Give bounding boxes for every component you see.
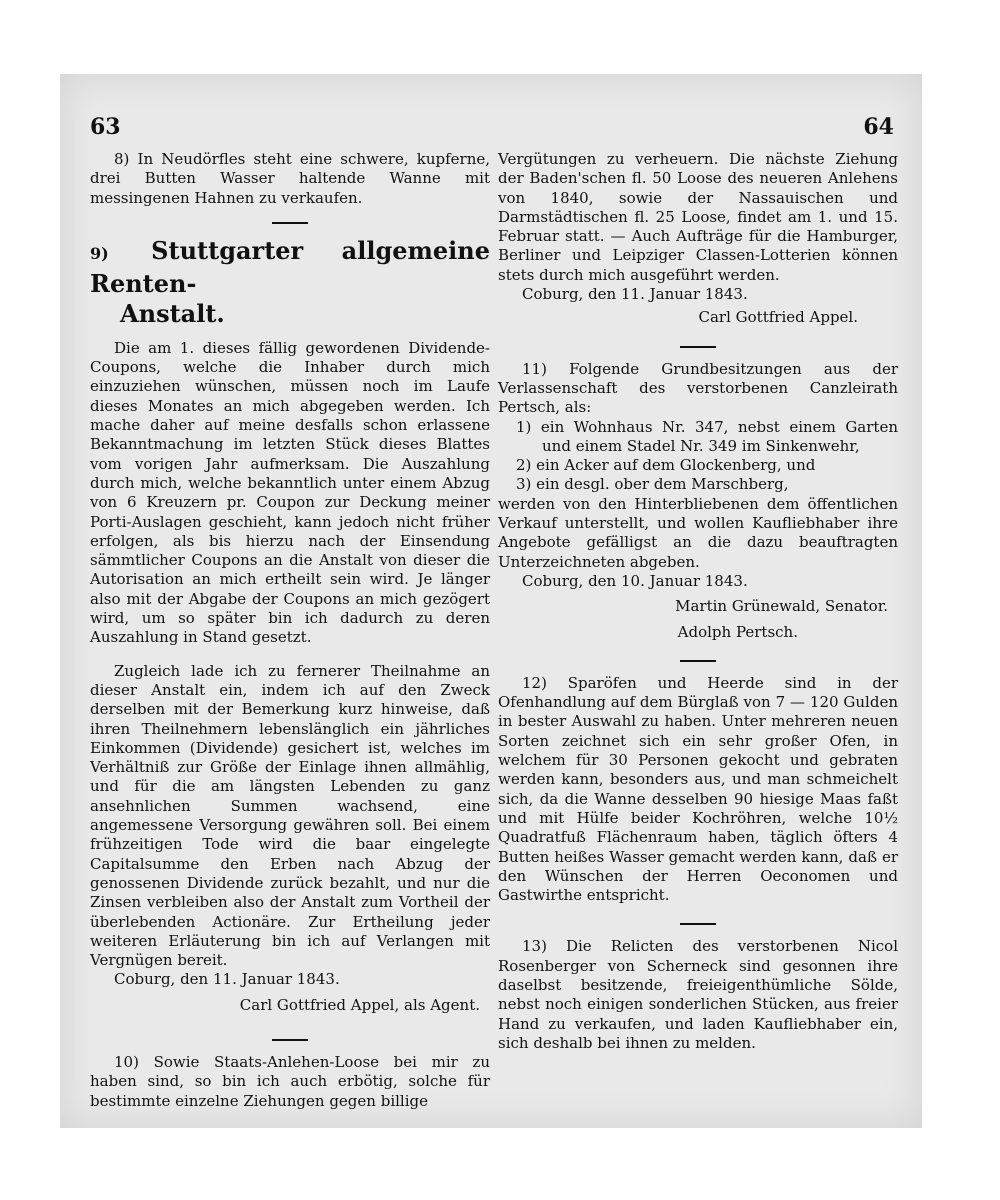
notice-9-signature: Carl Gottfried Appel, als Agent. <box>239 995 480 1014</box>
right-column <box>498 150 898 1053</box>
section-divider <box>680 923 716 925</box>
left-column <box>90 150 490 1111</box>
list-item: 2) ein Acker auf dem Glockenberg, und <box>516 456 816 475</box>
notice-10-continued: Vergütungen zu verheuern. Die nächste Ziehung der Baden'schen fl. 50 Loose des neueren Anlehens von 1840, sowie der Nassauischen und Darmstädtischen fl. 25 Loose, findet am 1. und 15. Februar statt. — Auch Aufträge für die Hamburger, Berliner und Leipziger Classen-Lotterien können stets durch mich ausgeführt werden. <box>498 150 898 284</box>
notice-10-place-date: Coburg, den 11. Januar 1843. <box>522 285 748 304</box>
notice-11-signature-2: Adolph Pertsch. <box>677 622 798 641</box>
notice-11-intro: 11) Folgende Grundbesitzungen aus der Verlassenschaft des verstorbenen Canzleirath Pertsch, als: <box>498 359 898 417</box>
notice-13: 13) Die Relicten des verstorbenen Nicol Rosenberger von Scherneck sind gesonnen ihre daselbst besitzende, freieigenthümliche Sölde, nebst noch einigen sonderlichen Stücken, aus freier Hand zu verkaufen, und laden Kaufliebhaber ein, sich deshalb bei ihnen zu melden. <box>498 937 898 1052</box>
notice-8: 8) In Neudörfles steht eine schwere, kupferne, drei Butten Wasser haltende Wanne mit messingenen Hahnen zu verkaufen. <box>90 150 490 207</box>
section-divider <box>272 1039 308 1041</box>
notice-11-place-date: Coburg, den 10. Januar 1843. <box>522 571 748 590</box>
list-item: 1) ein Wohnhaus Nr. 347, nebst einem Garten und einem Stadel Nr. 349 im Sinkenwehr, <box>516 417 898 455</box>
notice-12: 12) Sparöfen und Heerde sind in der Ofenhandlung auf dem Bürglaß von 7 — 120 Gulden in bester Auswahl zu haben. Unter mehreren neuen Sorten zeichnet sich ein sehr großer Ofen, in welchem für 30 Personen gekocht und gebraten werden kann, besonders aus, und man schmeichelt sich, da die Wanne desselben 90 hiesige Maas faßt und mit Hülfe beider Kochröhren, welche 10½ Quadratfuß Flächenraum haben, täglich öfters 4 Butten heißes Wasser gemacht werden kann, daß er den Wünschen der Herren Oeconomen und Gastwirthe entspricht. <box>498 673 898 905</box>
right-page-number: 64 <box>863 114 894 140</box>
notice-9-heading <box>90 236 490 329</box>
left-page-number: 63 <box>90 114 121 140</box>
notice-9-paragraph-1: Die am 1. dieses fällig gewordenen Dividende-Coupons, welche die Inhaber durch mich einzuziehen wünschen, müssen noch im Laufe dieses Monates an mich abgegeben werden. Ich mache daher auf meine desfalls schon erlassene Bekanntmachung im letzten Stück dieses Blattes vom vorigen Jahr aufmerksam. Die Auszahlung durch mich, welche bekanntlich unter einem Abzug von 6 Kreuzern pr. Coupon zur Deckung meiner Porti-Auslagen geschieht, kann jedoch nicht früher erfolgen, als bis hierzu nach der Einsendung sämmtlicher Coupons an die Anstalt von dieser die Autorisation an mich ertheilt sein wird. Je länger also mit der Abgabe der Coupons an mich gezögert wird, um so später bin ich dadurch zu deren Auszahlung in Stand gesetzt. <box>90 338 490 647</box>
scanned-page-spread <box>60 74 922 1128</box>
notice-9-title-line2: Anstalt. <box>120 298 225 328</box>
notice-9-place-date: Coburg, den 11. Januar 1843. <box>114 970 340 989</box>
notice-10-signature: Carl Gottfried Appel. <box>698 308 858 327</box>
notice-10: 10) Sowie Staats-Anlehen-Loose bei mir zu haben sind, so bin ich auch erbötig, solche für bestimmte einzelne Ziehungen gegen billige <box>90 1052 490 1110</box>
notice-11-signature-1: Martin Grünewald, Senator. <box>675 597 888 616</box>
notice-9-number: 9) <box>90 243 109 263</box>
notice-11-list <box>516 418 898 495</box>
notice-9-paragraph-2: Zugleich lade ich zu fernerer Theilnahme an dieser Anstalt ein, indem ich auf den Zweck derselben mit der Bemerkung kurz hinweise, daß ihren Theilnehmern lebenslänglich ein jährliches Einkommen (Dividende) gesichert ist, welches im Verhältniß zur Größe der Einlage ihnen allmählig, und für die am längsten Lebenden zu ganz ansehnlichen Summen wachsend, eine angemessene Versorgung gewähren soll. Bei einem frühzeitigen Tode wird die baar eingelegte Capitalsumme den Erben nach Abzug der genossenen Dividende zurück bezahlt, und nur die Zinsen verbleiben also der Anstalt zum Vortheil der überlebenden Actionäre. Zur Ertheilung jeder weiteren Erläuterung bin ich auf Verlangen mit Vergnügen bereit. <box>90 661 490 970</box>
section-divider <box>680 346 716 348</box>
notice-9-title-line1: Stuttgarter allgemeine Renten- <box>90 235 490 298</box>
notice-11-body: werden von den Hinterbliebenen dem öffentlichen Verkauf unterstellt, und wollen Kaufliebhaber ihre Angebote gefälligst an die dazu beauftragten Unterzeichneten abgeben. <box>498 494 898 571</box>
list-item: 3) ein desgl. ober dem Marschberg, <box>516 475 789 494</box>
section-divider <box>680 660 716 662</box>
section-divider <box>272 222 308 224</box>
